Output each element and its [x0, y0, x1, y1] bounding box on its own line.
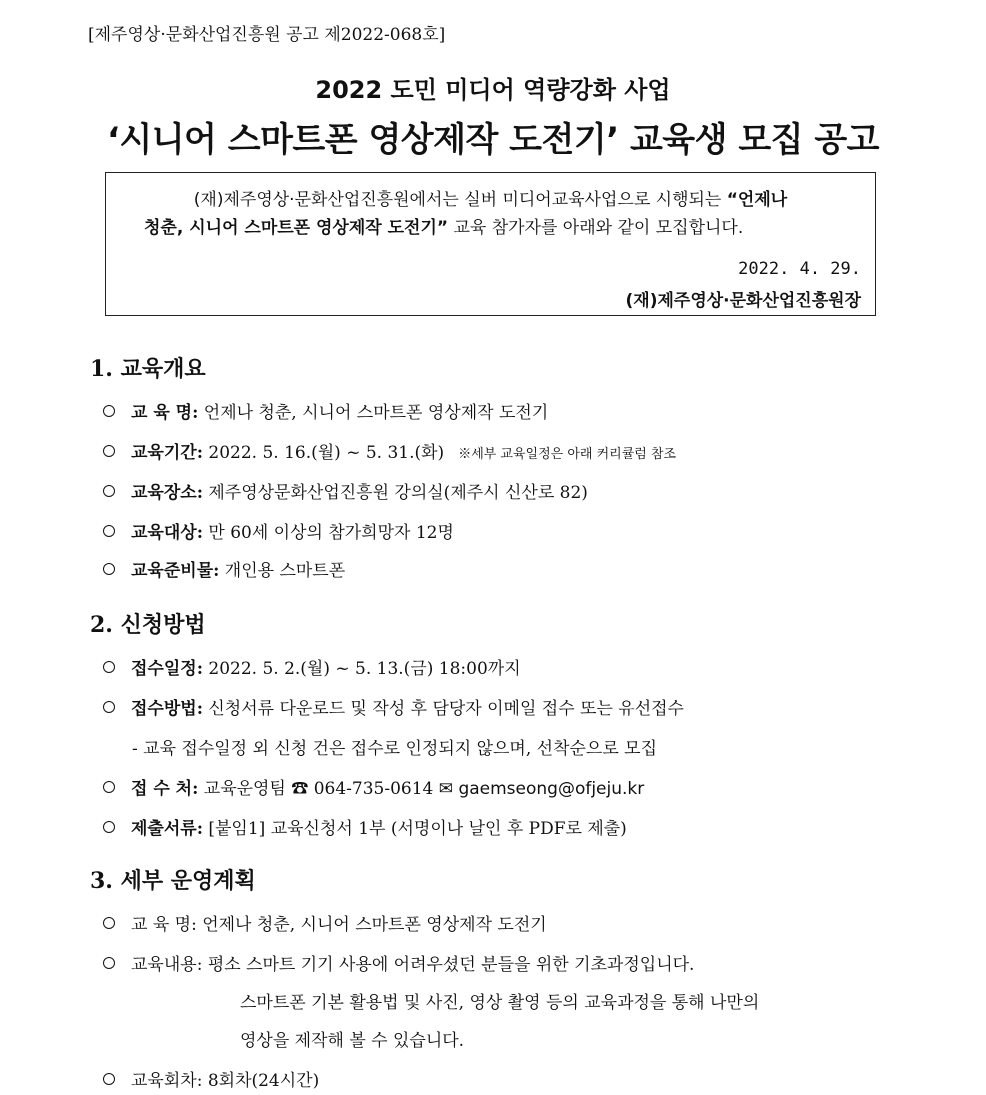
content-continuation: 영상을 제작해 볼 수 있습니다.	[240, 1031, 465, 1051]
intro-bold-text: 청춘, 시니어 스마트폰 영상제작 도전기”	[144, 218, 449, 238]
contact-phone[interactable]: 064-735-0614	[313, 779, 434, 799]
list-item	[103, 774, 644, 799]
contact-email[interactable]: gaemseong@ofjeju.kr	[458, 779, 645, 799]
phone-icon: ☎	[291, 779, 314, 799]
circle-bullet-icon	[103, 917, 115, 929]
list-item	[103, 398, 548, 423]
item-value: 언제나 청춘, 시니어 스마트폰 영상제작 도전기	[198, 403, 549, 423]
title-line-2: ‘시니어 스마트폰 영상제작 도전기’ 교육생 모집 공고	[106, 120, 880, 160]
item-value: 평소 스마트 기기 사용에 어려우셨던 분들을 위한 기초과정입니다.	[202, 955, 695, 975]
circle-bullet-icon	[103, 781, 115, 793]
item-label: 접 수 처:	[131, 779, 199, 799]
list-item	[103, 950, 694, 975]
section-heading-3: 3. 세부 운영계획	[90, 868, 256, 894]
intro-box	[105, 172, 876, 316]
notice-number: [제주영상·문화산업진흥원 공고 제2022-068호]	[88, 25, 446, 45]
item-value: 교육운영팀	[198, 779, 292, 799]
circle-bullet-icon	[103, 1073, 115, 1085]
item-label: 교 육 명:	[131, 915, 197, 935]
item-label: 교육대상:	[131, 523, 203, 543]
list-item	[103, 438, 676, 463]
title-line-1: 2022 도민 미디어 역량강화 사업	[315, 76, 671, 104]
intro-text: 교육 참가자를 아래와 같이 모집합니다.	[448, 218, 744, 238]
item-value: [붙임1] 교육신청서 1부 (서명이나 날인 후 PDF로 제출)	[202, 819, 627, 839]
item-note: ※세부 교육일정은 아래 커리큘럼 참조	[458, 447, 677, 462]
item-label: 접수일정:	[131, 659, 203, 679]
intro-line-1	[106, 185, 875, 210]
list-item	[103, 478, 588, 503]
item-label: 접수방법:	[131, 699, 203, 719]
circle-bullet-icon	[103, 445, 115, 457]
item-value: 8회차(24시간)	[202, 1071, 320, 1091]
intro-bold-text: “언제나	[726, 190, 788, 210]
item-value: 2022. 5. 16.(월) ~ 5. 31.(화)	[202, 443, 445, 463]
item-label: 교 육 명:	[131, 403, 199, 423]
section-heading-2: 2. 신청방법	[90, 612, 206, 638]
list-item	[103, 556, 345, 581]
item-value: 신청서류 다운로드 및 작성 후 담당자 이메일 접수 또는 유선접수	[202, 699, 684, 719]
section-heading-1: 1. 교육개요	[90, 356, 206, 382]
circle-bullet-icon	[103, 485, 115, 497]
content-continuation: 스마트폰 기본 활용법 및 사진, 영상 촬영 등의 교육과정을 통해 나만의	[240, 993, 760, 1013]
intro-text: (재)제주영상·문화산업진흥원에서는 실버 미디어교육사업으로 시행되는	[193, 190, 727, 210]
notice-date: 2022. 4. 29.	[738, 259, 861, 279]
item-label: 교육내용:	[131, 955, 203, 975]
list-item	[103, 910, 547, 935]
item-label: 제출서류:	[131, 819, 203, 839]
sub-note: - 교육 접수일정 외 신청 건은 접수로 인정되지 않으며, 선착순으로 모집	[132, 739, 658, 759]
item-label: 교육준비물:	[131, 561, 220, 581]
intro-line-2	[144, 213, 913, 238]
item-value: 개인용 스마트폰	[219, 561, 346, 581]
item-value: 언제나 청춘, 시니어 스마트폰 영상제작 도전기	[196, 915, 547, 935]
issuing-org: (재)제주영상·문화산업진흥원장	[625, 291, 861, 311]
mail-icon: ✉	[433, 779, 459, 799]
circle-bullet-icon	[103, 525, 115, 537]
list-item	[103, 694, 684, 719]
circle-bullet-icon	[103, 563, 115, 575]
circle-bullet-icon	[103, 405, 115, 417]
item-value: 2022. 5. 2.(월) ~ 5. 13.(금) 18:00까지	[202, 659, 521, 679]
list-item	[103, 1066, 319, 1091]
circle-bullet-icon	[103, 821, 115, 833]
item-value: 제주영상문화산업진흥원 강의실(제주시 신산로 82)	[202, 483, 588, 503]
circle-bullet-icon	[103, 661, 115, 673]
item-value: 만 60세 이상의 참가희망자 12명	[202, 523, 454, 543]
item-label: 교육기간:	[131, 443, 203, 463]
list-item	[103, 518, 454, 543]
circle-bullet-icon	[103, 957, 115, 969]
item-label: 교육장소:	[131, 483, 203, 503]
list-item	[103, 654, 521, 679]
list-item	[103, 814, 627, 839]
item-label: 교육회차:	[131, 1071, 203, 1091]
circle-bullet-icon	[103, 701, 115, 713]
